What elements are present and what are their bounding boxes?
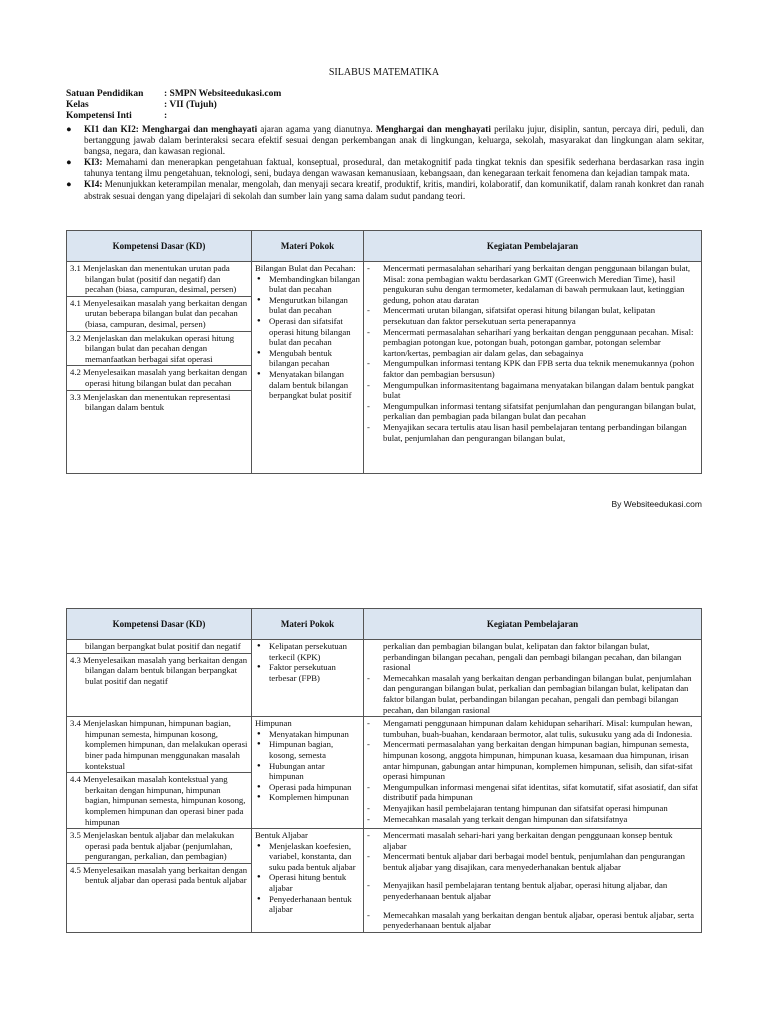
kd-item: 4.4 Menyelesaikan masalah kontekstual yang berkaitan dengan himpunan, himpunan bagian, himpunan semesta, himpunan kosong, komplemen himpunan dan operasi biner pada himpunan	[70, 774, 246, 827]
list-item: - Mengumpulkan informasi tentang sifatsifat penjumlahan dan pengurangan bilangan bulat, perkalian dan pembagian pada bilangan bulat dan pecahan	[367, 400, 696, 422]
table-row	[67, 640, 702, 717]
list-item: - Mencermati urutan bilangan, sifatsifat operasi hitung bilangan bulat, kelipatan persekutuan dan faktor persekutuan serta penerapannya	[367, 305, 656, 326]
spacer	[367, 902, 698, 910]
table-row	[67, 717, 702, 829]
list-item: ● Faktor persekutuan terbesar (FPB)	[255, 662, 360, 683]
list-item: ● Membandingkan bilangan bulat dan pecahan	[255, 274, 360, 295]
list-item: ● Komplemen himpunan	[255, 792, 360, 803]
header-kg: Kegiatan Pembelajaran	[364, 231, 702, 262]
kompetensi-inti-list	[66, 124, 704, 202]
list-item: - Mengumpulkan informasitentang bagaimana menyatakan bilangan dalam bentuk pangkat bulat	[367, 379, 694, 401]
kd-item: 3.5 Menjelaskan bentuk aljabar dan melakukan operasi pada bentuk aljabar (penjumlahan, pengurangan, perkalian, dan pembagian)	[67, 829, 251, 864]
list-item: ● Mengurutkan bilangan bulat dan pecahan	[255, 295, 360, 316]
footer-credit: By Websiteedukasi.com	[611, 499, 702, 509]
kg-cell	[364, 262, 702, 474]
list-item: - Mencermati bentuk aljabar dari berbagai model bentuk, penjumlahan dan pengurangan bentuk aljabar yang disajikan, cara menyederhanakan bentuk aljabar	[367, 851, 686, 872]
list-item: - Mencermati permasalahan yang berkaitan dengan himpunan bagian, himpunan semesta, himpunan kosong, anggota himpunan, himpunan kuasa, kesamaan dua himpunan, irisan antar himpunan, gabungan antar himpunan, komplemen himpunan, selisih, dan sifat-sifat operasi himpunan	[367, 739, 693, 782]
table-row	[67, 262, 702, 474]
kg-cell	[364, 717, 702, 829]
kg-list	[367, 263, 698, 443]
mp-list	[255, 841, 360, 915]
kd-item: 3.3 Menjelaskan dan menentukan representasi bilangan dalam bentuk	[70, 391, 231, 413]
bullet-icon: ●	[66, 157, 72, 168]
kd-cell	[67, 829, 252, 933]
mp-list	[255, 729, 360, 803]
list-item: ● Operasi pada himpunan	[255, 782, 360, 793]
list-item: ● Mengubah bentuk bilangan pecahan	[255, 348, 360, 369]
list-item: ● Kelipatan persekutuan terkecil (KPK)	[255, 641, 360, 662]
kg-list	[367, 830, 698, 931]
kd-item: 4.1 Menyelesaikan masalah yang berkaitan dengan urutan beberapa bilangan bulat dan pecahan (biasa, campuran, desimal, persen)	[67, 297, 251, 332]
mp-cell: Himpunan ● Menyatakan himpunan ● Himpunan bagian, kosong, semesta ● Hubungan antar himpunan ● Operasi pada himpunan ● Komplemen himpunan	[252, 717, 364, 829]
table-row	[67, 829, 702, 933]
kd-item: 3.1 Menjelaskan dan menentukan urutan pada bilangan bulat (positif dan negatif) dan pecahan (biasa, campuran, desimal, persen)	[67, 262, 251, 297]
ki1-item: ● KI1 dan KI2: Menghargai dan menghayati ajaran agama yang dianutnya. Menghargai dan menghayati perilaku jujur, disiplin, santun, percaya diri, peduli, dan bertanggung jawab dalam berinteraksi secara efektif sesuai dengan perkembangan anak di lingkungan, keluarga, sekolah, masyarakat dan lingkungan alam sekitar, bangsa, negara, dan kawasan regional.	[66, 124, 704, 157]
header-mp: Materi Pokok	[252, 231, 364, 262]
kg-cell	[364, 640, 702, 717]
header-mp: Materi Pokok	[252, 609, 364, 640]
header-kd: Kompetensi Dasar (KD)	[67, 609, 252, 640]
mp-list	[255, 641, 360, 683]
list-item: - Memecahkan masalah yang berkaitan dengan bentuk aljabar, operasi bentuk aljabar, serta penyederhanaan bentuk aljabar	[367, 909, 694, 931]
school-info	[66, 89, 281, 122]
list-item: - Mengumpulkan informasi tentang KPK dan FPB serta dua teknik menemukannya (pohon faktor dan pembagian bersusun)	[367, 358, 695, 379]
list-item: ● Operasi hitung bentuk aljabar	[255, 872, 360, 893]
syllabus-table-2	[66, 608, 702, 933]
list-item: - Mengumpulkan informasi mengenai sifat identitas, sifat komutatif, sifat asosiatif, dan sifat distributif pada himpunan	[367, 781, 698, 803]
kg-list	[367, 718, 698, 824]
kd-item: 4.3 Menyelesaikan masalah yang berkaitan dengan bilangan dalam bentuk bilangan berpangkat bulat positif dan negatif	[70, 654, 248, 686]
list-item: - Menyajikan hasil pembelajaran tentang himpunan dan sifatsifat operasi himpunan	[367, 802, 668, 813]
kd-cell	[67, 640, 252, 717]
list-item: - Memecahkan masalah yang berkaitan dengan perbandingan bilangan bulat, penjumlahan dan pengurangan bilangan bulat, perkalian dan pembagian bilangan bulat, kelipatan dan faktor bilangan bulat, perbandingan bilangan pecahan, pengali dan pembagi bilangan pecahan, dan bilangan rasional	[367, 672, 692, 715]
table-header-row	[67, 609, 702, 640]
kd-item: 3.2 Menjelaskan dan melakukan operasi hitung bilangan bulat dan pecahan dengan memanfaatkan berbagai sifat operasi	[67, 332, 251, 367]
table-header-row	[67, 231, 702, 262]
list-item: - Mencermati permasalahan sehariharí yang berkaitan dengan penggunaan pecahan. Misal: pembagian potongan kue, potongan buah, potongan gambar, potongan selembar karton/kertas, pembagian air dalam gelas, dan sebagainya	[367, 326, 694, 358]
mp-cell: Bentuk Aljabar ● Menjelaskan koefesien, variabel, konstanta, dan suku pada bentuk aljabar ● Operasi hitung bentuk aljabar ● Penyederhanaan bentuk aljabar	[252, 829, 364, 933]
list-item: ● Operasi dan sifatsifat operasi hitung bilangan bulat dan pecahan	[255, 316, 360, 348]
info-row-class: Kelas : VII (Tujuh)	[66, 100, 217, 110]
list-item: - Memecahkan masalah yang terkait dengan himpunan dan sifatsifatnya	[367, 813, 628, 824]
mp-list	[255, 274, 360, 401]
list-item: ● Himpunan bagian, kosong, semesta	[255, 739, 360, 760]
list-item: ● Menjelaskan koefesien, variabel, konstanta, dan suku pada bentuk aljabar	[255, 841, 360, 873]
kd-item: 3.4 Menjelaskan himpunan, himpunan bagian, himpunan semesta, himpunan kosong, komplemen himpunan, dan melakukan operasi biner pada himpunan menggunakan masalah kontekstual	[67, 717, 251, 773]
ki3-item: ● KI3: Memahami dan menerapkan pengetahuan faktual, konseptual, prosedural, dan metakognitif pada tingkat teknis dan spesifik sederhana berdasarkan rasa ingin tahunya tentang ilmu pengetahuan, teknologi, seni, budaya dengan wawasan kemanusiaan, kebangsaan, dan kenegaraan terkait fenomena dan kejadian tampak mata.	[66, 157, 704, 179]
kd-item: bilangan berpangkat bulat positif dan negatif	[67, 640, 251, 654]
kd-item: 4.2 Menyelesaikan masalah yang berkaitan dengan operasi hitung bilangan bulat dan pecahan	[67, 366, 251, 390]
list-item: - Menyajikan hasil pembelajaran tentang bentuk aljabar, operasi hitung aljabar, dan penyederhanaan bentuk aljabar	[367, 880, 668, 902]
header-kg: Kegiatan Pembelajaran	[364, 609, 702, 640]
kd-cell	[67, 262, 252, 474]
list-item: ● Menyatakan himpunan	[255, 729, 360, 740]
list-item: - Mencermati masalah sehari-hari yang berkaitan dengan penggunaan konsep bentuk aljabar	[367, 830, 673, 851]
info-row-ki: Kompetensi Inti :	[66, 111, 168, 121]
mp-cell: Bilangan Bulat dan Pecahan: ● Membandingkan bilangan bulat dan pecahan ● Mengurutkan bilangan bulat dan pecahan ● Operasi dan sifatsifat operasi hitung bilangan bulat dan pecahan ● Mengubah bentuk bilangan pecahan ● Menyatakan bilangan dalam bentuk bilangan berpangkat bulat positif	[252, 262, 364, 474]
list-item: perkalian dan pembagian bilangan bulat, kelipatan dan faktor bilangan bulat, perbandingan bilangan pecahan, pengali dan pembagi bilangan pecahan, dan bilangan rasional	[383, 641, 682, 673]
list-item: - Mengamati penggunaan himpunan dalam kehidupan sehariharí. Misal: kumpulan hewan, tumbuhan, buah-buahan, kendaraan bermotor, alat tulis, sukusuku yang ada di Indonesia.	[367, 718, 693, 739]
list-item: - Mencermati permasalahan sehariharí yang berkaitan dengan penggunaan bilangan bulat, Misal: zona pembagian waktu berdasarkan GMT (Greenwich Meredian Time), hasil pengukuran suhu dengan termometer, kedalaman di bawah permukaan laut, ketinggian gedung, pohon atau daratan	[367, 263, 691, 305]
list-item: ● Penyederhanaan bentuk aljabar	[255, 894, 360, 915]
kg-list	[367, 641, 698, 715]
spacer	[367, 872, 698, 880]
bullet-icon: ●	[66, 124, 72, 134]
list-item: - Menyajikan secara tertulis atau lisan hasil pembelajaran tentang perbandingan bilangan bulat, penjumlahan dan pengurangan bilangan bulat,	[367, 421, 687, 443]
kd-cell	[67, 717, 252, 829]
list-item: ● Hubungan antar himpunan	[255, 761, 360, 782]
bullet-icon: ●	[66, 179, 72, 190]
info-row-school: Satuan Pendidikan : SMPN Websiteedukasi.com	[66, 89, 282, 99]
mp-cell	[252, 640, 364, 717]
kd-item: 4.5 Menyelesaikan masalah yang berkaitan dengan bentuk aljabar dan operasi pada bentuk aljabar	[70, 864, 248, 886]
kg-cell	[364, 829, 702, 933]
header-kd: Kompetensi Dasar (KD)	[67, 231, 252, 262]
syllabus-table-1	[66, 230, 702, 474]
list-item: ● Menyatakan bilangan dalam bentuk bilangan berpangkat bulat positif	[255, 369, 360, 401]
document-title: SILABUS MATEMATIKA	[328, 67, 440, 78]
ki4-item: ● KI4: Menunjukkan keterampilan menalar, mengolah, dan menyaji secara kreatif, produktif, kritis, mandiri, kolaboratif, dan komunikatif, dalam ranah konkret dan ranah abstrak sesuai dengan yang dipelajari di sekolah dan sumber lain yang sama dalam sudut pandang teori.	[66, 179, 704, 201]
